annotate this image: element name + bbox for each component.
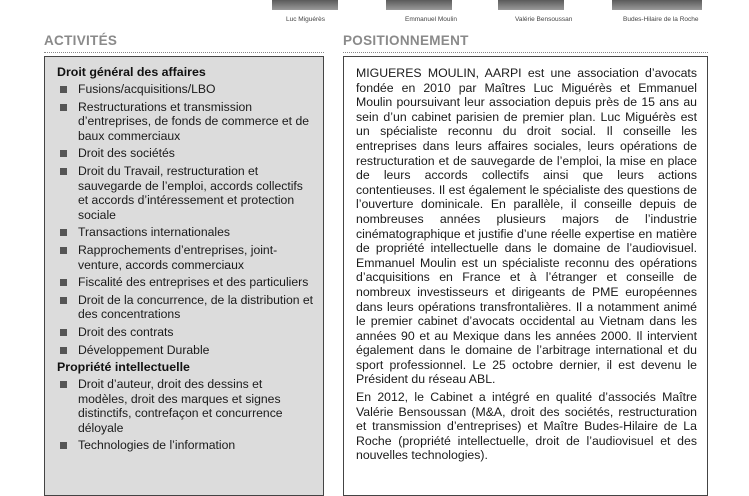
square-bullet-icon (60, 347, 67, 354)
activites-divider (44, 52, 324, 53)
list-item (57, 438, 315, 453)
body-paragraph: MIGUERES MOULIN, AARPI est une association d’avocats fondée en 2010 par Maîtres Luc Miguérès et Emmanuel Moulin poursuivant leur association depuis près de 15 ans au sein d’un cabinet parisien de premier plan. Luc Miguérès est un spécialiste reconnu du droit social. Il conseille les entreprises dans leurs affaires sociales, leurs opérations de restructuration et de sauvegarde de l’emploi, la mise en place de leurs accords collectifs ainsi que leurs actions contentieuses. Il est également le spécialiste des questions de l’ouverture dominicale. En parallèle, il conseille depuis de nombreuses années plusieurs majors de l’industrie cinématographique et justifie d’une réelle expertise en matière de propriété intellectuelle dans le domaine de l’audiovisuel. Emmanuel Moulin est un spécialiste reconnu des opérations d’acquisitions en France et à l’étranger et conseille de nombreux investisseurs et dirigeants de PME européennes dans leurs opérations transfrontalières. Il a notamment animé le premier cabinet d’avocats occidental au Vietnam dans les années 90 et au Mexique dans les années 2000. Il intervient également dans le domaine de l’arbitrage international et du sport professionnel. Le 25 octobre dernier, il est devenu le Président du réseau ABL. (356, 66, 697, 387)
positionnement-divider (343, 52, 708, 53)
list-item-text: Droit des sociétés (78, 146, 175, 161)
photo-caption: Emmanuel Moulin (405, 16, 458, 23)
activity-list (57, 377, 315, 453)
list-item-text: Technologies de l’information (78, 438, 236, 453)
category-title: Droit général des affaires (57, 65, 206, 79)
partner-photo (272, 0, 338, 10)
square-bullet-icon (60, 329, 67, 336)
partner-photo (498, 0, 564, 10)
positionnement-heading: POSITIONNEMENT (343, 33, 469, 48)
square-bullet-icon (60, 442, 67, 449)
list-item (57, 343, 315, 358)
photo-caption: Budes-Hilaire de la Roche (623, 16, 699, 23)
list-item (57, 100, 315, 144)
list-item-text: Droit de la concurrence, de la distribution et des concentrations (78, 292, 314, 322)
partner-photo (612, 0, 702, 10)
photo-caption: Valérie Bensoussan (515, 16, 573, 23)
partner-photos-strip (0, 0, 749, 30)
photo-caption: Luc Miguérès (286, 16, 326, 23)
list-item-text: Développement Durable (78, 342, 210, 357)
square-bullet-icon (60, 297, 67, 304)
list-item-text: Transactions internationales (78, 225, 230, 240)
square-bullet-icon (60, 279, 67, 286)
activites-heading: ACTIVITÉS (44, 33, 118, 48)
list-item-text: Fusions/acquisitions/LBO (78, 82, 216, 96)
list-item (57, 243, 315, 272)
square-bullet-icon (60, 229, 67, 236)
list-item-text: Fiscalité des entreprises et des particuliers (78, 275, 309, 290)
list-item-text: Droit des contrats (78, 324, 174, 339)
list-item (57, 225, 315, 240)
square-bullet-icon (60, 168, 67, 175)
list-item (57, 82, 315, 97)
partner-photo (386, 0, 452, 10)
list-item-text: Restructurations et transmission d’entreprises, de fonds de commerce et de baux commerciaux (78, 99, 310, 143)
list-item (57, 377, 315, 435)
square-bullet-icon (60, 381, 67, 388)
square-bullet-icon (60, 86, 67, 93)
list-item-text: Droit d’auteur, droit des dessins et modèles, droit des marques et signes distinctifs, contrefaçon et concurrence déloyale (78, 377, 283, 435)
square-bullet-icon (60, 150, 67, 157)
square-bullet-icon (60, 104, 67, 111)
list-item (57, 325, 315, 340)
activites-box (44, 56, 324, 496)
list-item (57, 275, 315, 290)
list-item (57, 146, 315, 161)
list-item (57, 293, 315, 322)
list-item (57, 164, 315, 222)
square-bullet-icon (60, 247, 67, 254)
body-paragraph: En 2012, le Cabinet a intégré en qualité d’associés Maître Valérie Bensoussan (M&A, droit des sociétés, restructuration et transmission d’entreprises) et Maître Budes-Hilaire de La Roche (propriété intellectuelle, droit de l’audiovisuel et des nouvelles technologies). (356, 390, 697, 463)
category-title: Propriété intellectuelle (57, 360, 190, 375)
list-item-text: Rapprochements d’entreprises, joint-venture, accords commerciaux (78, 242, 278, 272)
positionnement-box (343, 56, 708, 496)
list-item-text: Droit du Travail, restructuration et sauvegarde de l’emploi, accords collectifs et accords d’intéressement et protection sociale (78, 163, 303, 222)
activity-list (57, 82, 315, 357)
